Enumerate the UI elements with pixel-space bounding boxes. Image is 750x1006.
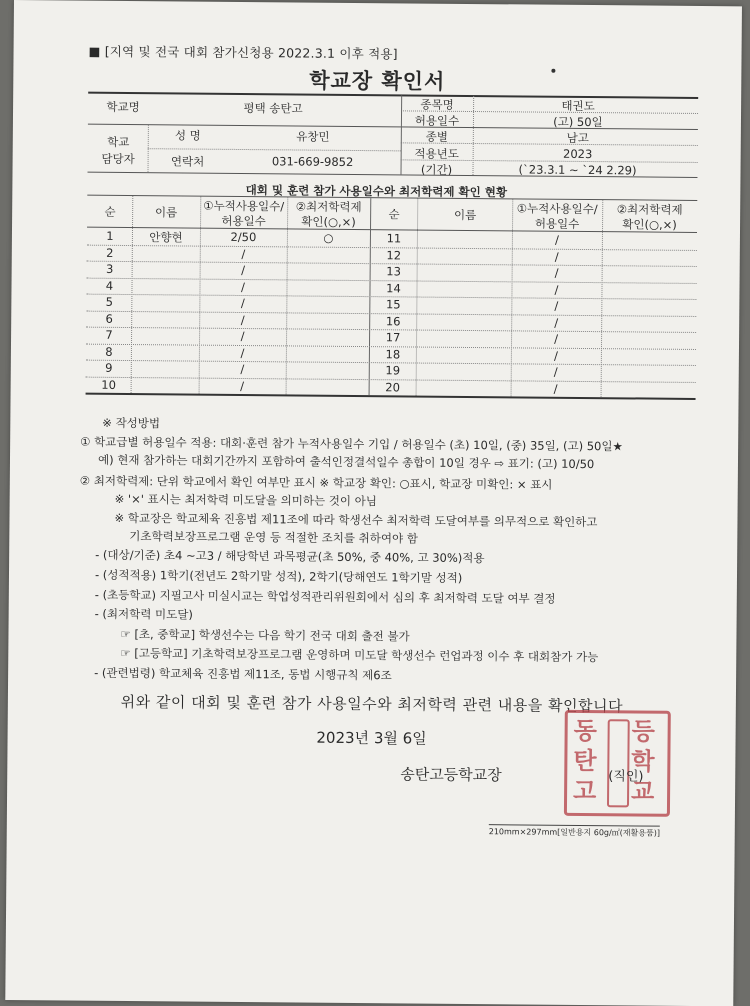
period-label: (기간) <box>420 162 453 177</box>
row-number: 6 <box>105 311 113 326</box>
row-days: / <box>240 328 245 344</box>
row-number: 20 <box>385 379 401 394</box>
row-days: / <box>241 262 246 278</box>
row-days: / <box>553 348 558 363</box>
gender-label: 종별 <box>425 129 448 144</box>
row-days: / <box>241 279 246 294</box>
officer-label-line1: 학교 <box>107 134 130 150</box>
seal-mark-label: (직인) <box>608 769 644 785</box>
row-days: / <box>240 295 245 311</box>
row-days: / <box>554 282 559 297</box>
row-days: / <box>554 232 559 247</box>
event-label: 종목명 <box>420 97 454 112</box>
officer-name-label: 성 명 <box>174 128 201 143</box>
row-check <box>602 233 697 234</box>
instruction-line: - (대상/기준) 초4 ~고3 / 해당학년 과목평균(초 50%, 중 40%, 고 30%)적용 <box>95 547 485 566</box>
officer-name-value: 유창민 <box>296 129 330 144</box>
allowed-days-label: 허용일수 <box>414 113 460 128</box>
event-value: 태권도 <box>561 98 595 114</box>
instruction-line: ☞ [고등학교] 기초학력보장프로그램 운영하며 미도달 학생선수 런업과정 이수 후 대회참가 가능 <box>120 645 599 665</box>
applicability-note: ■ [지역 및 전국 대회 참가신청용 2022.3.1 이후 적용] <box>88 43 398 62</box>
row-days: / <box>240 378 245 393</box>
instruction-line: ② 최저학력제: 단위 학교에서 확인 여부만 표시 ※ 학교장 확인: ○표시, 학교장 미확인: × 표시 <box>79 473 553 492</box>
row-number: 1 <box>106 228 114 243</box>
gender-value: 남고 <box>566 130 589 146</box>
year-value: 2023 <box>562 146 593 162</box>
row-number: 3 <box>105 261 114 276</box>
row-number: 2 <box>106 245 114 260</box>
row-number: 9 <box>105 360 113 375</box>
row-number: 11 <box>386 231 402 246</box>
col-days-right-2: 허용일수 <box>534 216 580 231</box>
paper-spec-footer: 210mm×297mm[일반용지 60g/㎡(재활용품)] <box>489 824 660 838</box>
instruction-line: - (관련법령) 학교체육 진흥법 제11조, 동법 시행규칙 제6조 <box>94 665 392 683</box>
col-check-right-2: 확인(○,×) <box>622 217 677 232</box>
row-check: ○ <box>323 230 334 245</box>
row-number: 18 <box>385 346 401 361</box>
instruction-line: - (최저학력 미도달) <box>94 606 193 622</box>
official-seal-stamp: 동 탄 고 등 학 교 <box>564 710 671 817</box>
row-days: / <box>240 361 245 377</box>
row-number: 15 <box>385 297 401 312</box>
allowed-days-value: (고) 50일 <box>553 114 603 130</box>
principal-title: 송탄고등학교장 <box>400 765 502 785</box>
row-days: / <box>240 345 245 360</box>
row-days: / <box>554 298 559 313</box>
row-days: / <box>553 364 558 379</box>
instruction-line: 예) 현재 참가하는 대회기간까지 포함하여 출석인정결석일수 총합이 10일 경우 ⇨ 표기: (고) 10/50 <box>97 452 595 472</box>
col-days-right-1: ①누적사용일수/ <box>516 201 598 217</box>
document-page <box>5 0 742 1006</box>
row-number: 13 <box>386 264 402 279</box>
ink-dot <box>551 69 555 73</box>
contact-label: 연락처 <box>170 154 205 169</box>
school-name-value: 평택 송탄고 <box>243 101 303 116</box>
row-days: / <box>241 246 246 261</box>
row-days: / <box>554 331 559 346</box>
row-days: / <box>554 315 559 330</box>
row-number: 17 <box>385 330 401 345</box>
col-no-left: 순 <box>104 204 116 219</box>
row-number: 5 <box>105 294 114 309</box>
row-number: 14 <box>386 280 401 295</box>
confirmation-statement: 위와 같이 대회 및 훈련 참가 사용일수와 최저학력 관련 내용을 확인합니다 <box>120 692 624 716</box>
row-number: 12 <box>386 247 402 262</box>
instructions-heading: ※ 작성방법 <box>102 415 161 431</box>
instruction-line: ※ 학교장은 학교체육 진흥법 제11조에 따라 학생선수 최저학력 도달여부를 의무적으로 확인하고 <box>114 510 598 530</box>
instruction-line: - (초등학교) 지필고사 미실시교는 학업성적관리위원회에서 심의 후 최저학력 도달 여부 결정 <box>94 587 556 606</box>
col-check-left-2: 확인(○,×) <box>301 214 356 229</box>
row-number: 10 <box>101 377 117 392</box>
row-days: 2/50 <box>230 229 257 245</box>
col-days-left-1: ①누적사용일수/ <box>203 198 285 214</box>
document-title: 학교장 확인서 <box>309 68 446 94</box>
instruction-line: ☞ [초, 중학교] 학생선수는 다음 학기 전국 대회 출전 불가 <box>120 626 410 644</box>
row-number: 19 <box>385 363 401 378</box>
row-number: 8 <box>105 344 113 359</box>
officer-label-line2: 담당자 <box>101 151 135 167</box>
row-name <box>419 232 511 233</box>
school-name-label: 학교명 <box>106 99 140 115</box>
row-name: 안향현 <box>149 230 183 245</box>
col-check-left-1: ②최저학력제 <box>295 199 362 215</box>
col-check-right-1: ②최저학력제 <box>616 202 683 217</box>
row-number: 7 <box>105 327 113 342</box>
row-days: / <box>240 312 245 327</box>
row-days: / <box>554 249 559 264</box>
instruction-line: ① 학교급별 허용일수 적용: 대회·훈련 참가 누적사용일수 기입 / 허용일수 (초) 10일, (중) 35일, (고) 50일★ <box>80 434 623 454</box>
participation-heading: 대회 및 훈련 참가 사용일수와 최저학력제 확인 현황 <box>245 183 508 200</box>
instruction-line: - (성적적용) 1학기(전년도 2학기말 성적), 2학기(당해연도 1학기말 성적) <box>94 567 463 585</box>
year-label: 적용년도 <box>414 146 459 161</box>
col-name-left: 이름 <box>154 205 178 220</box>
row-days: / <box>553 381 558 396</box>
instruction-line: ※ '×' 표시는 최저학력 미도달을 의미하는 것이 아님 <box>114 491 377 509</box>
contact-value: 031-669-9852 <box>271 154 354 169</box>
col-name-right: 이름 <box>453 207 477 223</box>
row-number: 16 <box>385 313 401 328</box>
row-days: / <box>554 265 559 280</box>
instruction-line: 기초학력보장프로그램 운영 등 적절한 조치를 취하여야 함 <box>129 529 418 546</box>
period-value: (`23.3.1 ~ `24 2.29) <box>518 162 637 178</box>
col-days-left-2: 허용일수 <box>221 213 266 229</box>
col-no-right: 순 <box>388 207 400 222</box>
row-number: 4 <box>105 278 114 293</box>
confirmation-date: 2023년 3월 6일 <box>316 728 427 748</box>
